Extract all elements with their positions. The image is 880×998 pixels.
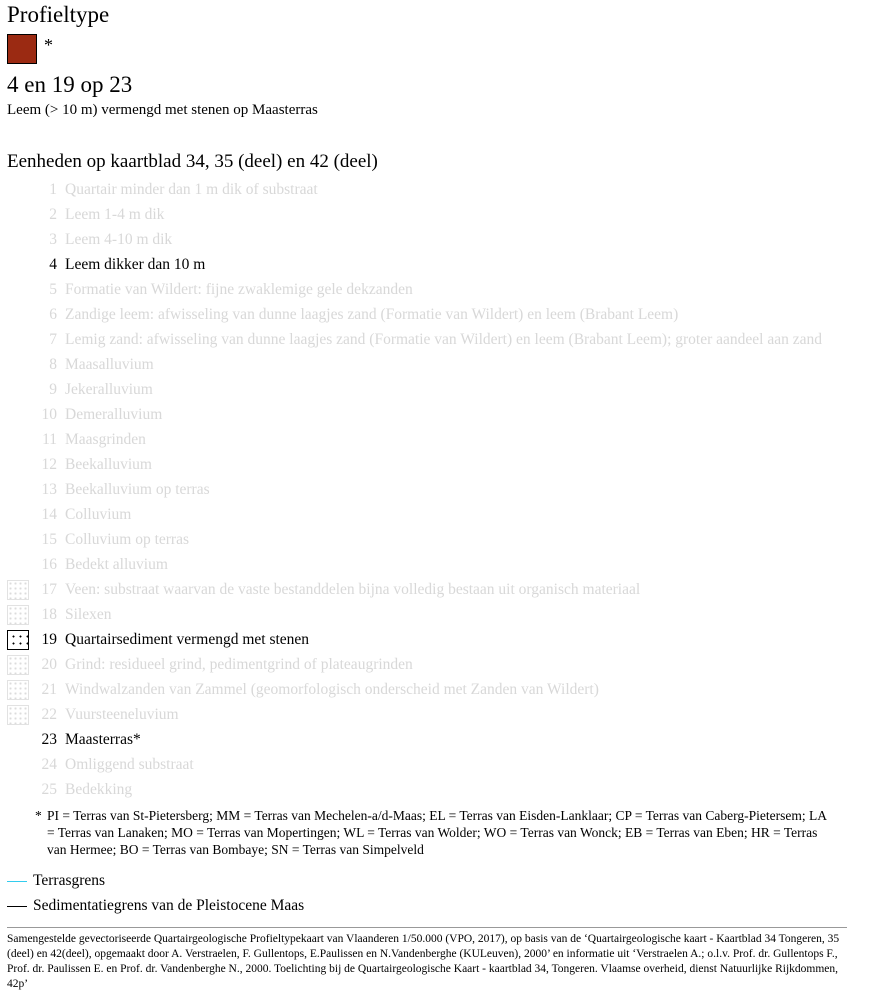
unit-label: Jekeralluvium	[65, 380, 153, 398]
unit-swatch-placeholder	[7, 330, 29, 350]
unit-label: Beekalluvium	[65, 455, 152, 473]
unit-number: 17	[41, 580, 57, 598]
unit-swatch-placeholder	[7, 780, 29, 800]
unit-swatch-placeholder	[7, 305, 29, 325]
unit-label: Veen: substraat waarvan de vaste bestanddelen bijna volledig bestaan uit organisch materiaal	[65, 580, 641, 598]
unit-label: Maasalluvium	[65, 355, 154, 373]
unit-label: Colluvium op terras	[65, 530, 189, 548]
footnote-star: *	[35, 808, 42, 823]
unit-label: Lemig zand: afwisseling van dunne laagjes zand (Formatie van Wildert) en leem (Brabant Leem); groter aandeel aan zand	[65, 330, 822, 348]
unit-swatch-placeholder	[7, 505, 29, 525]
unit-pattern-swatch	[7, 630, 29, 650]
sedimentation-border-label: Sedimentatiegrens van de Pleistocene Maas	[33, 897, 305, 914]
page-title: Profieltype	[7, 2, 110, 27]
unit-pattern-swatch	[7, 605, 29, 625]
unit-item	[7, 202, 877, 227]
unit-item	[7, 452, 877, 477]
unit-item	[7, 527, 877, 552]
unit-item	[7, 277, 877, 302]
unit-item	[7, 502, 877, 527]
unit-item	[7, 402, 877, 427]
unit-item	[7, 302, 877, 327]
unit-pattern-swatch	[7, 680, 29, 700]
unit-label: Zandige leem: afwisseling van dunne laagjes zand (Formatie van Wildert) en leem (Brabant Leem)	[65, 305, 679, 323]
unit-label: Omliggend substraat	[65, 755, 194, 773]
unit-swatch-placeholder	[7, 255, 29, 275]
unit-label: Bedekking	[65, 780, 133, 798]
unit-label: Maasterras*	[65, 730, 141, 748]
terrace-border-label: Terrasgrens	[33, 872, 106, 889]
unit-number: 18	[41, 605, 57, 623]
unit-label: Bedekt alluvium	[65, 555, 168, 573]
unit-number: 6	[49, 305, 57, 323]
unit-item	[7, 227, 877, 252]
unit-number: 10	[41, 405, 57, 423]
unit-number: 14	[41, 505, 57, 523]
swatch-mark: *	[44, 35, 53, 55]
unit-number: 11	[42, 430, 57, 448]
unit-label: Maasgrinden	[65, 430, 146, 448]
unit-number: 12	[41, 455, 57, 473]
unit-swatch-placeholder	[7, 730, 29, 750]
unit-item	[7, 577, 877, 602]
unit-item	[7, 702, 877, 727]
unit-number: 2	[49, 205, 57, 223]
unit-item	[7, 552, 877, 577]
unit-swatch-placeholder	[7, 455, 29, 475]
unit-swatch-placeholder	[7, 530, 29, 550]
profile-description: Leem (> 10 m) vermengd met stenen op Maasterras	[7, 102, 318, 118]
unit-item	[7, 602, 877, 627]
unit-number: 23	[41, 730, 57, 748]
unit-item	[7, 652, 877, 677]
footnote-text: PI = Terras van St-Pietersberg; MM = Terras van Mechelen-a/d-Maas; EL = Terras van Eisden-Lanklaar; CP = Terras van Caberg-Pietersem; LA = Terras van Lanaken; MO = Terras van Mopertingen; WL = Terras van Wolder; WO = Terras van Wonck; EB = Terras van Eben; HR = Terras van Hermee; BO = Terras van Bombaye; SN = Terras van Simpelveld	[47, 808, 827, 857]
unit-swatch-placeholder	[7, 205, 29, 225]
unit-label: Beekalluvium op terras	[65, 480, 210, 498]
unit-item	[7, 327, 877, 352]
unit-item	[7, 477, 877, 502]
unit-label: Leem dikker dan 10 m	[65, 255, 206, 273]
unit-swatch-placeholder	[7, 430, 29, 450]
profile-symbol	[7, 34, 877, 68]
unit-number: 4	[49, 255, 57, 273]
unit-swatch-placeholder	[7, 280, 29, 300]
unit-swatch-placeholder	[7, 355, 29, 375]
unit-label: Colluvium	[65, 505, 132, 523]
unit-pattern-swatch	[7, 705, 29, 725]
unit-number: 15	[41, 530, 57, 548]
unit-number: 7	[49, 330, 57, 348]
unit-label: Formatie van Wildert: fijne zwaklemige gele dekzanden	[65, 280, 413, 298]
unit-label: Leem 4-10 m dik	[65, 230, 173, 248]
unit-number: 19	[41, 630, 57, 648]
unit-label: Windwalzanden van Zammel (geomorfologisch onderscheid met Zanden van Wildert)	[65, 680, 599, 698]
profile-color-swatch	[7, 34, 37, 64]
unit-number: 22	[41, 705, 57, 723]
unit-swatch-placeholder	[7, 405, 29, 425]
unit-swatch-placeholder	[7, 180, 29, 200]
unit-number: 8	[49, 355, 57, 373]
unit-swatch-placeholder	[7, 480, 29, 500]
unit-item	[7, 627, 877, 652]
unit-swatch-placeholder	[7, 380, 29, 400]
unit-item	[7, 352, 877, 377]
unit-item	[7, 377, 877, 402]
legend-panel	[7, 0, 877, 992]
footnote	[7, 807, 877, 858]
unit-label: Leem 1-4 m dik	[65, 205, 165, 223]
source-text: Samengestelde gevectoriseerde Quartairgeologische Profieltypekaart van Vlaanderen 1/50.000 (VPO, 2017), op basis van de ‘Quartairgeologische kaart - Kaartblad 34 Tongeren, 35 (deel) en 42(deel), opgemaakt door A. Verstraelen, F. Gullentops, E.Paulissen en N.Vandenberghe (KULeuven), 2000’ en informatie uit ‘Verstraelen A.; o.l.v. Prof. dr. Gullentops F., Prof. dr. Paulissen E. en Prof. dr. Vandenberghe N., 2000. Toelichting bij de Quartairgeologische Kaart - kaartblad 34, Tongeren. Vlaamse overheid, dienst Natuurlijke Rijkdommen, 42p’	[7, 933, 840, 990]
unit-number: 3	[49, 230, 57, 248]
unit-label: Grind: residueel grind, pedimentgrind of plateaugrinden	[65, 655, 413, 673]
unit-item	[7, 752, 877, 777]
unit-number: 9	[49, 380, 57, 398]
unit-swatch-placeholder	[7, 555, 29, 575]
unit-number: 16	[41, 555, 57, 573]
sedimentation-border-line-icon	[7, 906, 27, 907]
unit-item	[7, 427, 877, 452]
unit-number: 24	[41, 755, 57, 773]
source-divider	[7, 927, 847, 928]
unit-label: Quartairsediment vermengd met stenen	[65, 630, 310, 648]
unit-item	[7, 177, 877, 202]
units-title: Eenheden op kaartblad 34, 35 (deel) en 42 (deel)	[7, 151, 378, 172]
unit-number: 21	[41, 680, 57, 698]
unit-item	[7, 727, 877, 752]
unit-swatch-placeholder	[7, 755, 29, 775]
terrace-border-legend	[7, 870, 877, 892]
unit-number: 5	[49, 280, 57, 298]
unit-swatch-placeholder	[7, 230, 29, 250]
unit-label: Demeralluvium	[65, 405, 163, 423]
unit-item	[7, 677, 877, 702]
unit-number: 13	[41, 480, 57, 498]
unit-label: Vuursteeneluvium	[65, 705, 179, 723]
terrace-border-line-icon	[7, 881, 27, 882]
unit-label: Silexen	[65, 605, 112, 623]
unit-item	[7, 777, 877, 802]
unit-label: Quartair minder dan 1 m dik of substraat	[65, 180, 318, 198]
unit-number: 1	[49, 180, 57, 198]
unit-pattern-swatch	[7, 655, 29, 675]
unit-item	[7, 252, 877, 277]
unit-number: 20	[41, 655, 57, 673]
units-list	[7, 177, 877, 802]
sedimentation-border-legend	[7, 895, 877, 917]
unit-pattern-swatch	[7, 580, 29, 600]
profile-code: 4 en 19 op 23	[7, 72, 133, 97]
unit-number: 25	[41, 780, 57, 798]
